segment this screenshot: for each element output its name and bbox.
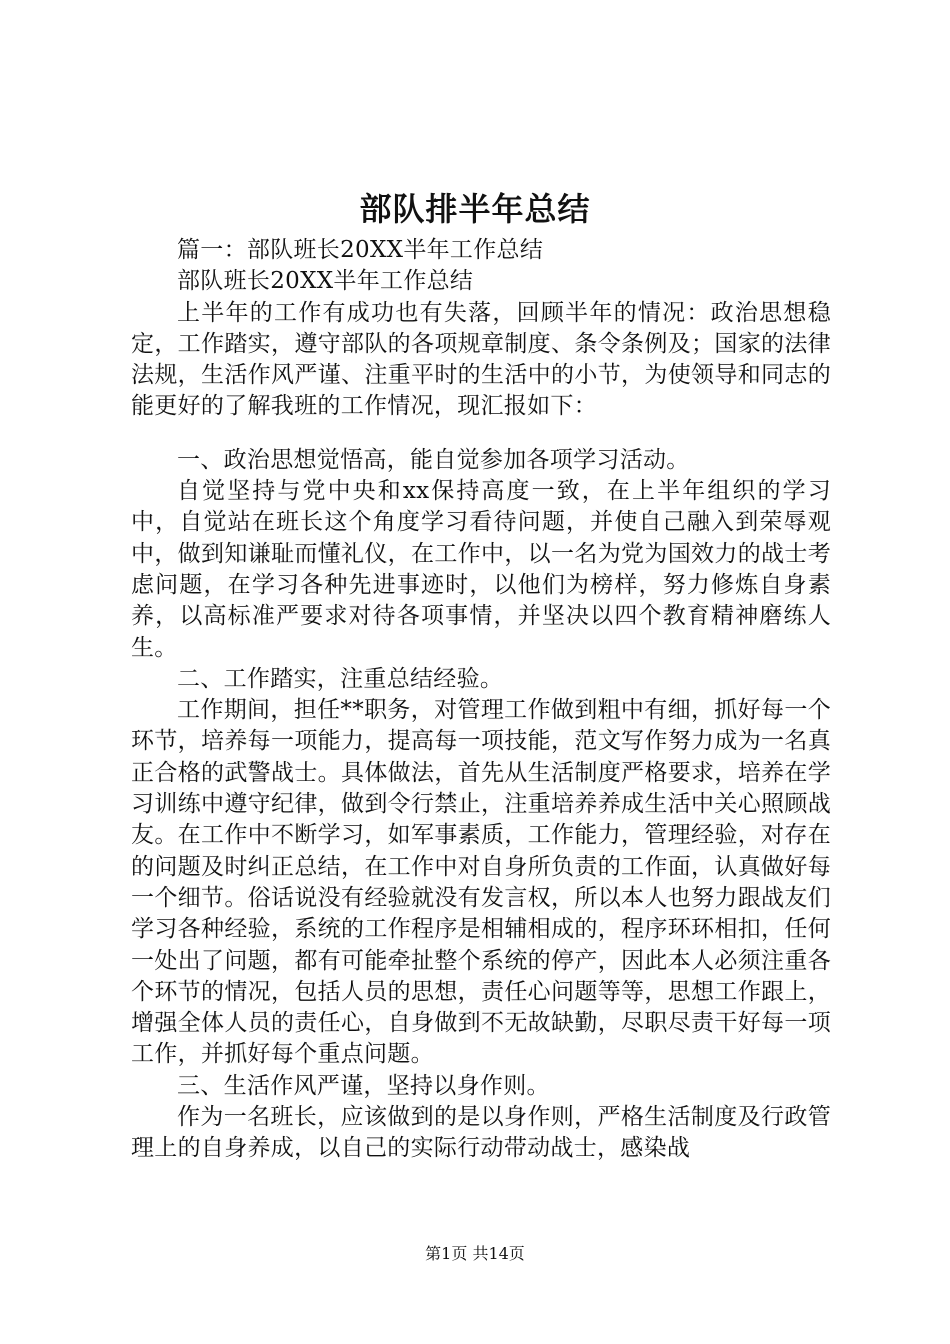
paragraph-subtitle: 部队班长20XX半年工作总结 — [177, 268, 474, 295]
paragraph-section-3: 作为一名班长，应该做到的是以身作则，严格生活制度及行政管理上的自身养成，以自己的实际行动带动战士，感染战 — [131, 1104, 831, 1162]
paragraph-section-2: 工作期间，担任**职务，对管理工作做到粗中有细，抓好每一个环节，培养每一项能力，提高每一项技能，范文写作努力成为一名真正合格的武警战士。具体做法，首先从生活制度严格要求，培养在学习训练中遵守纪律，做到令行禁止，注重培养养成生活中关心照顾战友。在工作中不断学习，如军事素质，工作能力，管理经验，对存在的问题及时纠正总结，在工作中对自身所负责的工作面，认真做好每一个细节。俗话说没有经验就没有发言权，所以本人也努力跟战友们学习各种经验，系统的工作程序是相辅相成的，程序环环相扣，任何一处出了问题，都有可能牵扯整个系统的停产，因此本人必须注重各个环节的情况，包括人员的思想，责任心问题等等，思想工作跟上，增强全体人员的责任心，自身做到不无故缺勤，尽职尽责干好每一项工作，并抓好每个重点问题。 — [131, 697, 831, 1068]
section-heading-2: 二、工作踏实，注重总结经验。 — [177, 665, 504, 692]
document-title: 部队排半年总结 — [359, 190, 591, 228]
section-heading-3: 三、生活作风严谨，坚持以身作则。 — [177, 1072, 550, 1099]
paragraph-intro: 上半年的工作有成功也有失落，回顾半年的情况：政治思想稳定，工作踏实，遵守部队的各项规章制度、条令条例及；国家的法律法规，生活作风严谨、注重平时的生活中的小节，为使领导和同志的能更好的了解我班的工作情况，现汇报如下： — [131, 299, 831, 420]
section-heading-1: 一、政治思想觉悟高，能自觉参加各项学习活动。 — [177, 446, 690, 473]
paragraph-chapter-heading: 篇一：部队班长20XX半年工作总结 — [177, 237, 544, 263]
paragraph-section-1: 自觉坚持与党中央和xx保持高度一致，在上半年组织的学习中，自觉站在班长这个角度学习看待问题，并使自己融入到荣辱观中，做到知谦耻而懂礼仪，在工作中，以一名为党为国效力的战士考虑问题，在学习各种先进事迹时，以他们为榜样，努力修炼自身素养，以高标准严要求对待各项事情，并坚决以四个教育精神磨练人生。 — [131, 478, 831, 661]
document-body — [131, 235, 831, 1165]
page-number-footer: 第1页 共14页 — [425, 1244, 525, 1263]
